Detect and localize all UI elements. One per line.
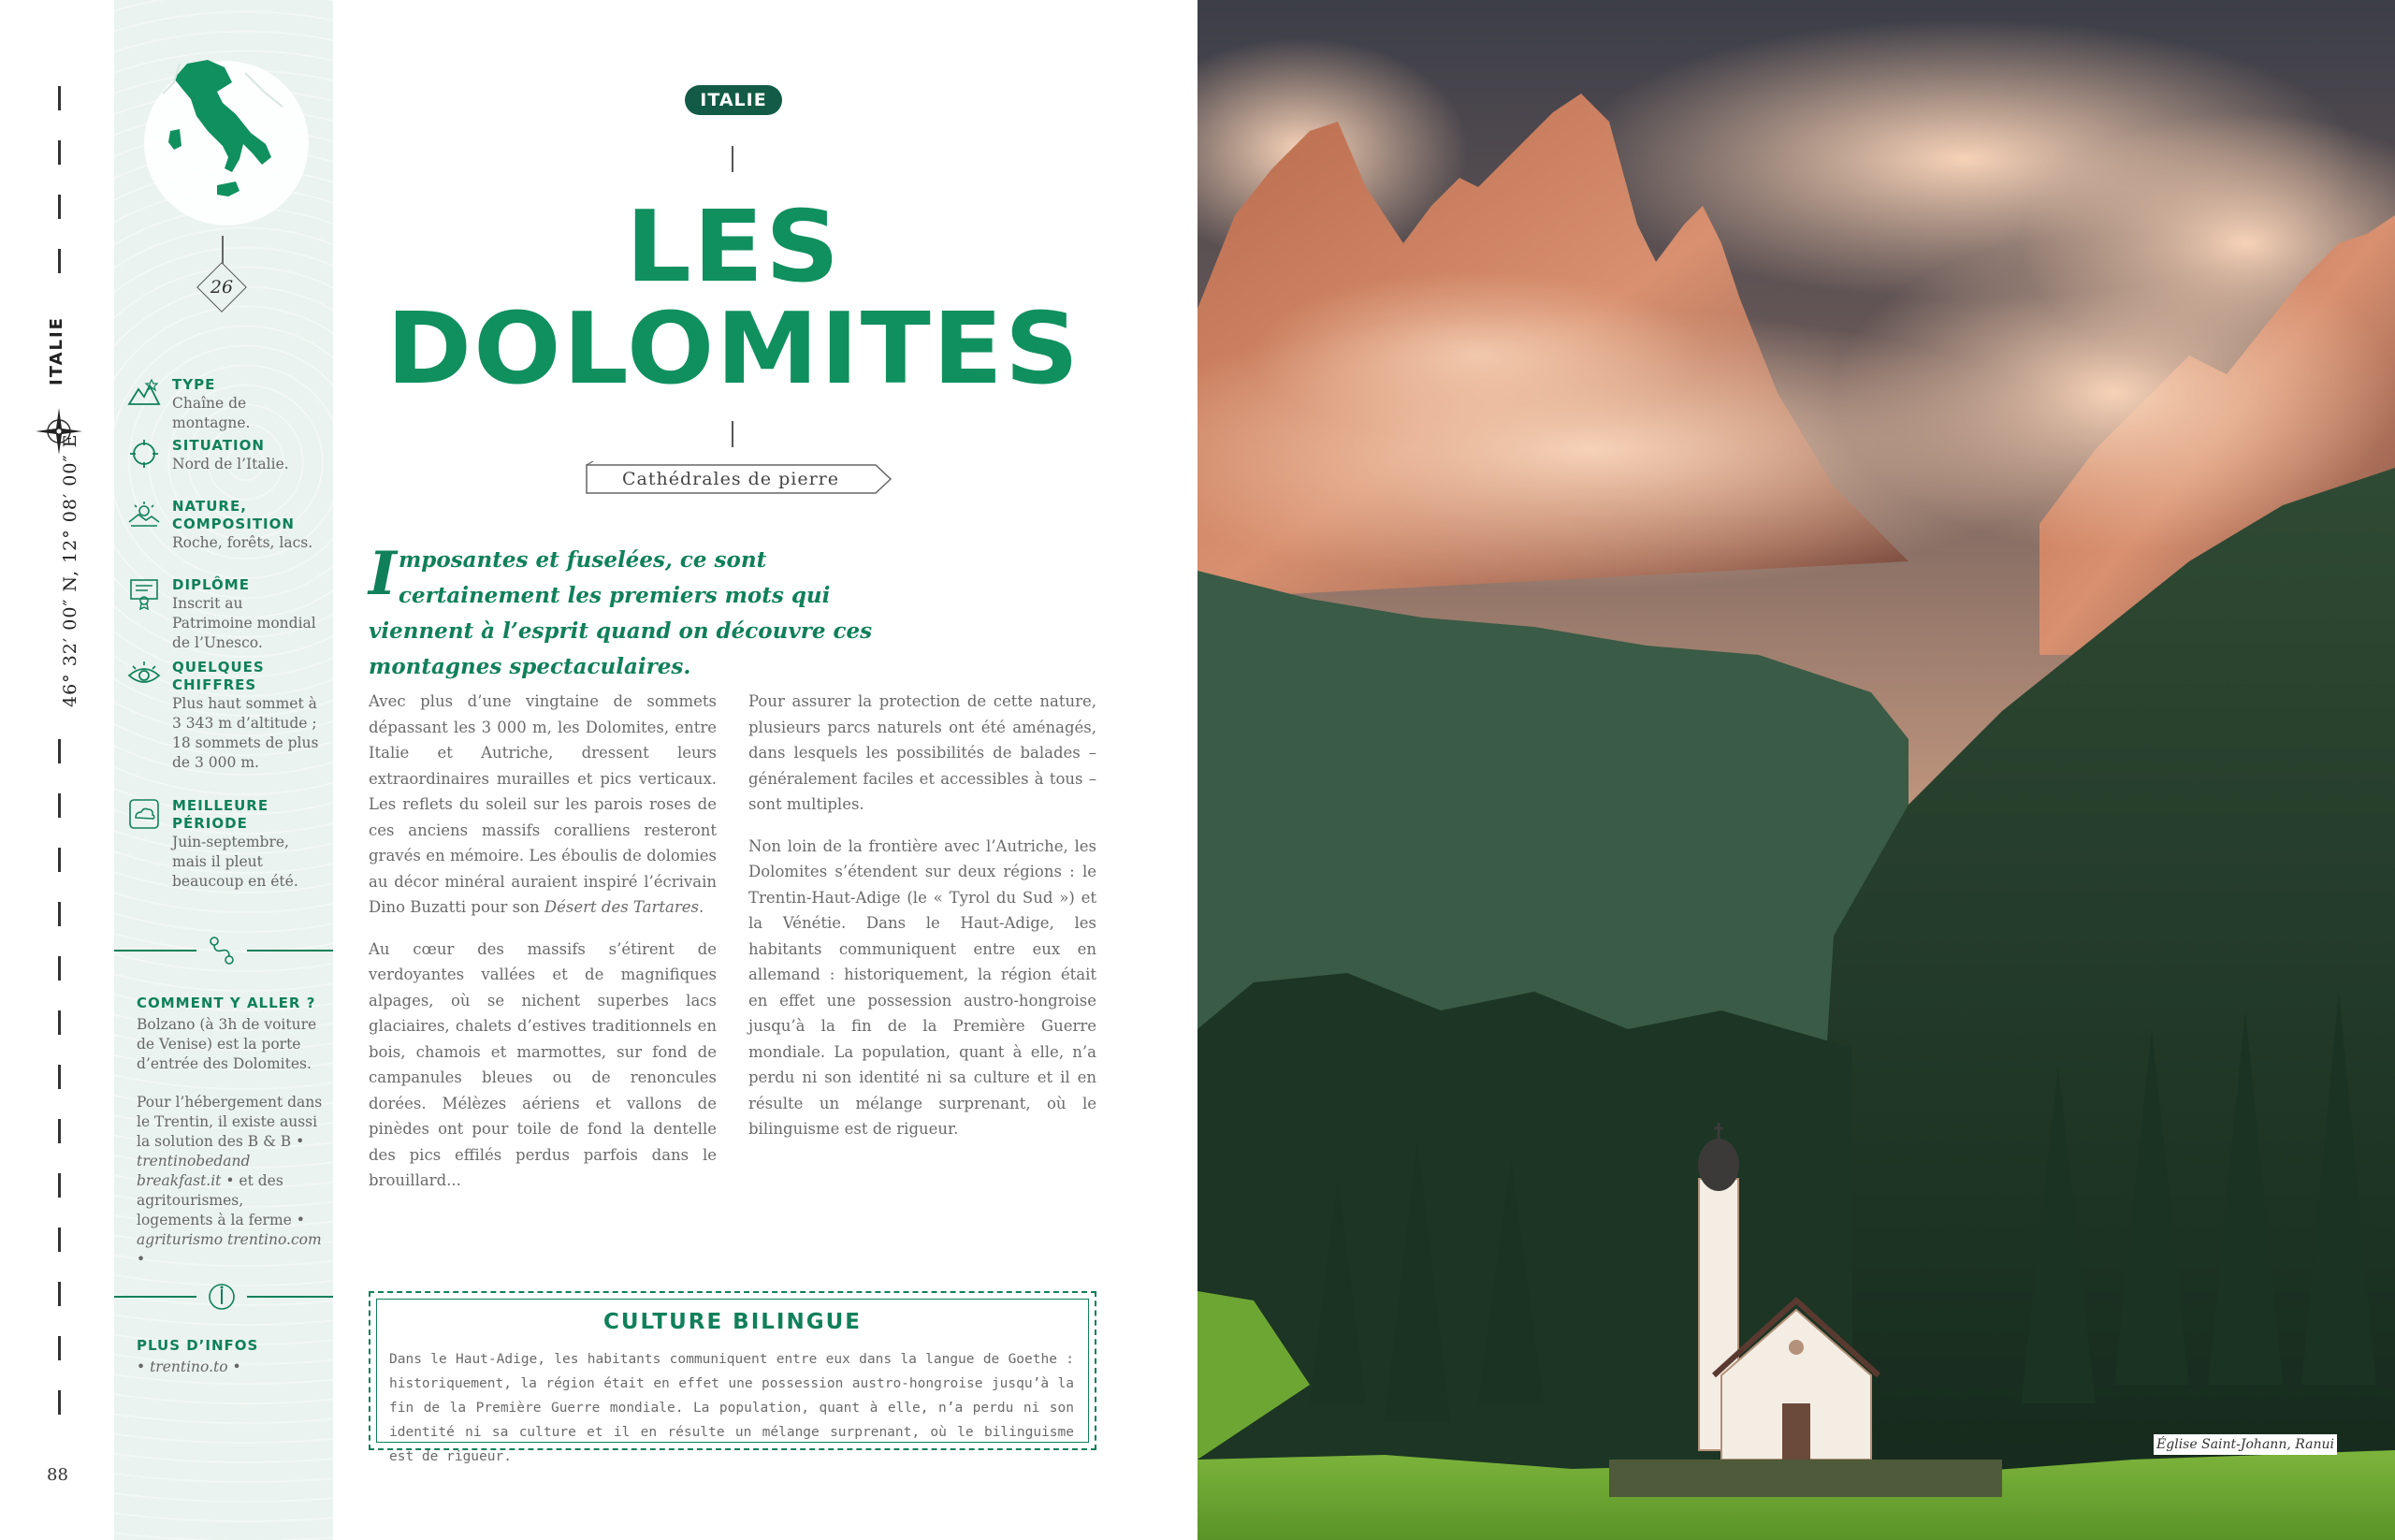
info-figures: QUELQUES CHIFFRES Plus haut sommet à 3 343 m d’altitude ; 18 sommets de plus de 3 000 m. xyxy=(127,659,324,773)
site-number: 26 xyxy=(210,277,234,298)
diploma-icon xyxy=(127,576,161,610)
info-icon xyxy=(203,1278,240,1315)
photo-caption: Église Saint-Johann, Ranui xyxy=(2154,1434,2337,1455)
route-separator xyxy=(114,932,333,969)
rail-dash xyxy=(58,1282,61,1306)
rail-dash xyxy=(58,1010,61,1035)
country-tag: ITALIE xyxy=(685,85,782,115)
italy-map-icon xyxy=(142,54,311,232)
how-to-get-there xyxy=(137,994,324,1288)
route-icon xyxy=(203,932,240,969)
paragraph: Avec plus d’une vingtaine de sommets dépassant les 3 000 m, les Dolomites, entre Italie et Autriche, dressent leurs extraordinaires murailles et pics verticaux. Les reflets du soleil sur les parois roses de ces anciens massifs coralliens resteront gravés en mémoire. Les éboulis de dolomies au décor minéral auraient inspiré l’écrivain Dino Buzatti pour son Désert des Tartares. xyxy=(369,692,717,916)
culture-boxout xyxy=(369,1291,1096,1464)
text-column-2 xyxy=(748,689,1096,1158)
rail-dash xyxy=(58,86,61,110)
rail-dash xyxy=(58,1336,61,1360)
boxout-title: CULTURE BILINGUE xyxy=(602,1310,862,1334)
rail-dash xyxy=(58,956,61,981)
rail-dash xyxy=(58,249,61,273)
lodging-text: Pour l’hébergement dans le Trentin, il existe aussi la solution des B & B • trentinobedand breakfast.it • et des agritourismes, logements à la ferme • agriturismo trentino.com • xyxy=(137,1094,323,1268)
weather-icon xyxy=(127,797,161,831)
more-info-label: PLUS D’INFOS xyxy=(137,1337,259,1354)
rail-coordinates: 46° 32′ 00″ N, 12° 08′ 00″ E xyxy=(60,433,80,707)
rail-dash xyxy=(58,1065,61,1089)
rail-dash xyxy=(58,848,61,872)
title-tick xyxy=(732,146,733,172)
bnb-link[interactable]: trentinobedand breakfast.it xyxy=(137,1153,251,1189)
how-to-label: COMMENT Y ALLER ? xyxy=(137,995,316,1011)
info-nature: NATURE, COMPOSITION Roche, forêts, lacs. xyxy=(127,498,324,553)
text-column-1 xyxy=(369,689,717,1210)
landscape-illustration xyxy=(1198,0,2395,1540)
compass-location-icon xyxy=(127,437,161,471)
dolomites-photo xyxy=(1198,0,2395,1540)
rail-dash xyxy=(58,140,61,165)
eye-icon xyxy=(127,659,161,692)
lead-paragraph: Imposantes et fuselées, ce sont certainement les premiers mots qui viennent à l’esprit quand on découvre ces montagnes spectaculaires. xyxy=(369,539,873,679)
info-diploma: DIPLÔME Inscrit au Patrimoine mondial de l’Unesco. xyxy=(127,576,324,653)
subtitle: Cathédrales de pierre xyxy=(621,469,839,489)
more-info: PLUS D’INFOS • trentino.to • xyxy=(137,1336,324,1396)
rail-dash xyxy=(58,902,61,926)
info-separator xyxy=(114,1278,333,1315)
trentino-link[interactable]: trentino.to xyxy=(150,1358,228,1375)
rail-dash xyxy=(58,1390,61,1415)
paragraph: Au cœur des massifs s’étirent de verdoyantes vallées et de magnifiques alpages, où se nichent superbes lacs glaciaires, chalets d’estives traditionnels en bois, chamois et marmottes, sur fond de campanules bleues ou de renoncules dorées. Mélèzes aériens et vallons de pinèdes ont pour toile de fond la dentelle des pics effilés perdus parfois dans le brouillard... xyxy=(369,939,717,1189)
mountain-type-icon xyxy=(127,376,161,410)
rail-dash xyxy=(58,1173,61,1198)
agriturismo-link[interactable]: agriturismo trentino.com xyxy=(137,1231,322,1248)
rail-dash xyxy=(58,1228,61,1252)
drop-cap: I xyxy=(369,539,397,609)
subtitle-banner xyxy=(586,461,894,497)
page-number: 88 xyxy=(47,1465,68,1485)
rail-dash xyxy=(58,1119,61,1143)
paragraph: Pour assurer la protection de cette nature, plusieurs parcs naturels ont été aménagés, dans lesquels les possibilités de balades – généralement faciles et accessibles à tous – sont multiples. xyxy=(748,692,1096,813)
rail-country: ITALIE xyxy=(47,316,66,385)
landscape-icon xyxy=(127,498,161,531)
title-tick xyxy=(732,421,733,447)
info-sidebar xyxy=(114,0,333,1540)
paragraph: Non loin de la frontière avec l’Autriche, les Dolomites s’étendent sur deux régions : le Trentin-Haut-Adige (le « Tyrol du Sud ») et la Vénétie. Dans le Haut-Adige, les habitants communiquent entre eux en allemand : historiquement, la région était en effet une possession austro-hongroise jusqu’à la fin de la Première Guerre mondiale. La population, quant à elle, n’a perdu ni son identité ni sa culture et il en résulte un mélange surprenant, où le bilinguisme est de rigueur. xyxy=(748,836,1096,1138)
info-type: TYPE Chaîne de montagne. xyxy=(127,376,324,433)
boxout-body: Dans le Haut-Adige, les habitants communiquent entre eux dans la langue de Goethe : historiquement, la région était en effet une possession austro-hongroise jusqu’à la fin de la Première Guerre mondiale. La population, quant à elle, n’a perdu ni son identité ni sa culture et il en résulte un mélange surprenant, où le bilinguisme est de rigueur. xyxy=(389,1352,1074,1464)
info-period: MEILLEURE PÉRIODE Juin-septembre, mais il pleut beaucoup en été. xyxy=(127,797,324,892)
info-situation: SITUATION Nord de l’Italie. xyxy=(127,437,324,474)
rail-dash xyxy=(58,739,61,763)
page-title: LES DOLOMITES xyxy=(385,188,1081,407)
margin-rail xyxy=(0,0,114,1540)
rail-dash xyxy=(58,195,61,219)
how-to-text: Bolzano (à 3h de voiture de Venise) est la porte d’entrée des Dolomites. xyxy=(137,1016,317,1072)
article-page xyxy=(333,0,1198,1540)
rail-dash xyxy=(58,793,61,818)
